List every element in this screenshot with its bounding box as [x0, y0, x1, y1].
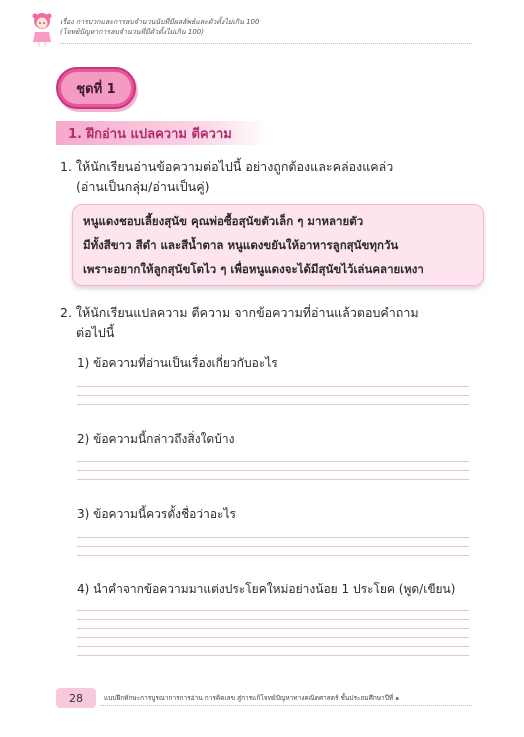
- section-title: 1. ฝึกอ่าน แปลความ ตีความ: [56, 121, 268, 145]
- footer-divider: [100, 705, 472, 706]
- answer-lines-3[interactable]: [77, 529, 469, 556]
- girl-mascot-icon: [31, 12, 53, 48]
- answer-lines-2[interactable]: [77, 453, 469, 480]
- question-item-3: 3) ข้อความนี้ควรตั้งชื่อว่าอะไร: [77, 507, 236, 521]
- page-number: 28: [56, 688, 96, 708]
- question-item-2: 2) ข้อความนี้กล่าวถึงสิ่งใดบ้าง: [77, 432, 235, 446]
- reading-passage: [72, 204, 484, 286]
- question-item-4: 4) นำคำจากข้อความมาแต่งประโยคใหม่อย่างน้อย 1 ประโยค (พูด/เขียน): [77, 582, 456, 596]
- question-1: [60, 157, 480, 197]
- question-2: [60, 303, 480, 343]
- set-badge: [56, 67, 136, 109]
- header-divider: [60, 43, 472, 44]
- question-item-1: 1) ข้อความที่อ่านเป็นเรื่องเกี่ยวกับอะไร: [77, 356, 278, 370]
- passage-line-3: เพราะอยากให้ลูกสุนัขโตไว ๆ เพื่อหนูแดงจะได้มีสุนัขไว้เล่นคลายเหงา: [83, 262, 424, 276]
- question-1-line-1: 1. ให้นักเรียนอ่านข้อความต่อไปนี้ อย่างถูกต้องและคล่องแคล่ว: [60, 159, 394, 174]
- set-label: ชุดที่ 1: [61, 72, 131, 104]
- question-2-line-1: 2. ให้นักเรียนแปลความ ตีความ จากข้อความที่อ่านแล้วตอบคำถาม: [60, 305, 419, 320]
- passage-line-1: หนูแดงชอบเลี้ยงสุนัข คุณพ่อซื้อสุนัขตัวเล็ก ๆ มาหลายตัว: [83, 214, 364, 228]
- header-line-1: เรื่อง การบวกและการลบจำนวนนับที่มีผลลัพธ์และตัวตั้งไม่เกิน 100: [60, 18, 260, 26]
- answer-lines-4[interactable]: [77, 602, 469, 656]
- question-2-line-2: ต่อไปนี้: [76, 325, 115, 340]
- answer-lines-1[interactable]: [77, 378, 469, 405]
- header-line-2: (โจทย์ปัญหาการลบจำนวนที่มีตัวตั้งไม่เกิน 100): [60, 28, 204, 36]
- page-header: [60, 17, 259, 37]
- passage-line-2: มีทั้งสีขาว สีดำ และสีน้ำตาล หนูแดงขยันให้อาหารลูกสุนัขทุกวัน: [83, 238, 399, 252]
- question-1-line-2: (อ่านเป็นกลุ่ม/อ่านเป็นคู่): [76, 179, 210, 194]
- footer-text: แบบฝึกทักษะการบูรณาการการอ่าน การคิดเลข สู่การแก้โจทย์ปัญหาทางคณิตศาสตร์ ชั้นประถมศึกษาปีที่ ๑: [104, 694, 400, 702]
